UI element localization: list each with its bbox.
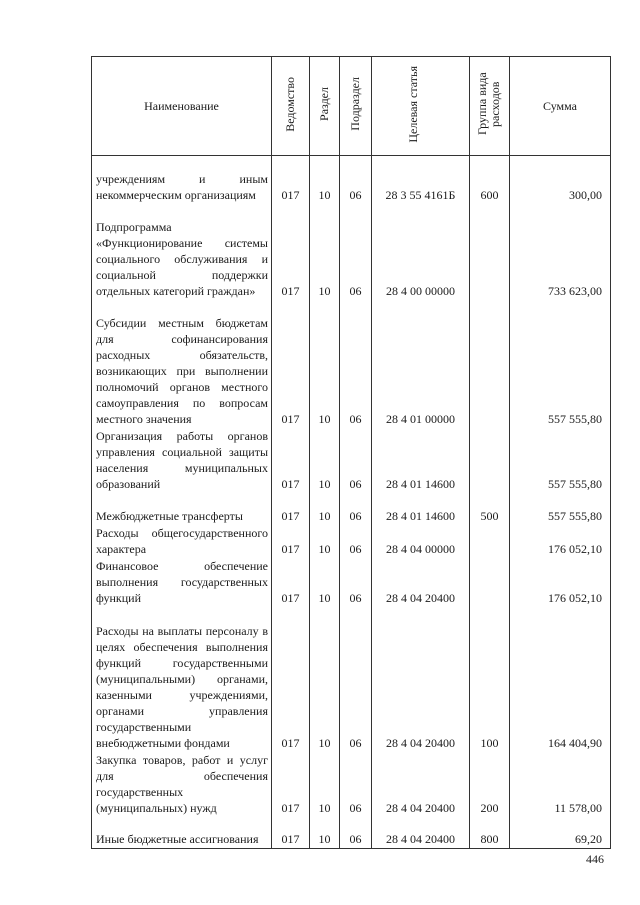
row-name: Иные бюджетные ассигнования xyxy=(92,817,272,849)
row-target: 28 4 01 00000 xyxy=(372,300,470,428)
header-sum: Сумма xyxy=(510,57,611,156)
row-target: 28 4 04 00000 xyxy=(372,525,470,558)
table-row xyxy=(92,156,611,204)
row-dept: 017 xyxy=(272,558,310,607)
row-target: 28 4 04 20400 xyxy=(372,817,470,849)
table-row xyxy=(92,558,611,607)
table-header-row xyxy=(92,57,611,156)
row-name: Организация работы органов управления социальной защиты населения муниципальных образований xyxy=(92,428,272,493)
row-dept: 017 xyxy=(272,752,310,817)
table-row xyxy=(92,300,611,428)
row-group: 600 xyxy=(470,156,510,204)
table-row xyxy=(92,204,611,300)
row-section: 10 xyxy=(310,752,340,817)
row-sum: 176 052,10 xyxy=(510,558,611,607)
row-dept: 017 xyxy=(272,817,310,849)
row-group: 800 xyxy=(470,817,510,849)
row-group xyxy=(470,300,510,428)
row-section: 10 xyxy=(310,817,340,849)
row-dept: 017 xyxy=(272,493,310,525)
row-subsection: 06 xyxy=(340,156,372,204)
row-dept: 017 xyxy=(272,156,310,204)
row-section: 10 xyxy=(310,493,340,525)
row-group xyxy=(470,525,510,558)
row-subsection: 06 xyxy=(340,428,372,493)
row-group xyxy=(470,428,510,493)
row-subsection: 06 xyxy=(340,300,372,428)
header-group: Группа вида расходов xyxy=(470,57,510,156)
row-subsection: 06 xyxy=(340,607,372,752)
table-row xyxy=(92,817,611,849)
row-section: 10 xyxy=(310,428,340,493)
row-name: Межбюджетные трансферты xyxy=(92,493,272,525)
row-target: 28 4 04 20400 xyxy=(372,558,470,607)
row-subsection: 06 xyxy=(340,493,372,525)
row-name: Расходы на выплаты персоналу в целях обеспечения выполнения функций государственными (муниципальными) органами, казенными учреждениями, органами управления государственными внебюджетными фондами xyxy=(92,607,272,752)
row-subsection: 06 xyxy=(340,204,372,300)
table-row xyxy=(92,525,611,558)
row-group: 500 xyxy=(470,493,510,525)
table-row xyxy=(92,607,611,752)
row-group: 200 xyxy=(470,752,510,817)
header-subsection: Подраздел xyxy=(340,57,372,156)
table-row xyxy=(92,752,611,817)
row-sum: 300,00 xyxy=(510,156,611,204)
page-number: 446 xyxy=(586,852,604,866)
row-dept: 017 xyxy=(272,428,310,493)
row-name: Расходы общегосударственного характера xyxy=(92,525,272,558)
row-group xyxy=(470,204,510,300)
row-name: учреждениям и иным некоммерческим организациям xyxy=(92,156,272,204)
row-target: 28 4 00 00000 xyxy=(372,204,470,300)
budget-table xyxy=(91,56,611,849)
row-dept: 017 xyxy=(272,300,310,428)
row-dept: 017 xyxy=(272,204,310,300)
row-subsection: 06 xyxy=(340,525,372,558)
row-sum: 164 404,90 xyxy=(510,607,611,752)
row-target: 28 4 01 14600 xyxy=(372,493,470,525)
row-target: 28 4 01 14600 xyxy=(372,428,470,493)
table-row xyxy=(92,493,611,525)
row-section: 10 xyxy=(310,300,340,428)
row-sum: 733 623,00 xyxy=(510,204,611,300)
row-sum: 176 052,10 xyxy=(510,525,611,558)
row-name: Субсидии местным бюджетам для софинансирования расходных обязательств, возникающих при выполнении полномочий органов местного самоуправления по вопросам местного значения xyxy=(92,300,272,428)
row-section: 10 xyxy=(310,204,340,300)
row-section: 10 xyxy=(310,525,340,558)
row-name: Закупка товаров, работ и услуг для обеспечения государственных (муниципальных) нужд xyxy=(92,752,272,817)
row-dept: 017 xyxy=(272,607,310,752)
header-target: Целевая статья xyxy=(372,57,470,156)
row-target: 28 4 04 20400 xyxy=(372,752,470,817)
row-section: 10 xyxy=(310,156,340,204)
row-target: 28 3 55 4161Б xyxy=(372,156,470,204)
row-sum: 557 555,80 xyxy=(510,300,611,428)
row-name: Подпрограмма «Функционирование системы социального обслуживания и социальной поддержки отдельных категорий граждан» xyxy=(92,204,272,300)
row-subsection: 06 xyxy=(340,752,372,817)
row-section: 10 xyxy=(310,558,340,607)
header-name: Наименование xyxy=(92,57,272,156)
row-dept: 017 xyxy=(272,525,310,558)
row-target: 28 4 04 20400 xyxy=(372,607,470,752)
row-section: 10 xyxy=(310,607,340,752)
row-sum: 69,20 xyxy=(510,817,611,849)
row-name: Финансовое обеспечение выполнения государственных функций xyxy=(92,558,272,607)
row-subsection: 06 xyxy=(340,817,372,849)
table-row xyxy=(92,428,611,493)
row-sum: 557 555,80 xyxy=(510,493,611,525)
row-group xyxy=(470,558,510,607)
row-sum: 11 578,00 xyxy=(510,752,611,817)
row-group: 100 xyxy=(470,607,510,752)
header-dept: Ведомство xyxy=(272,57,310,156)
row-sum: 557 555,80 xyxy=(510,428,611,493)
header-section: Раздел xyxy=(310,57,340,156)
row-subsection: 06 xyxy=(340,558,372,607)
